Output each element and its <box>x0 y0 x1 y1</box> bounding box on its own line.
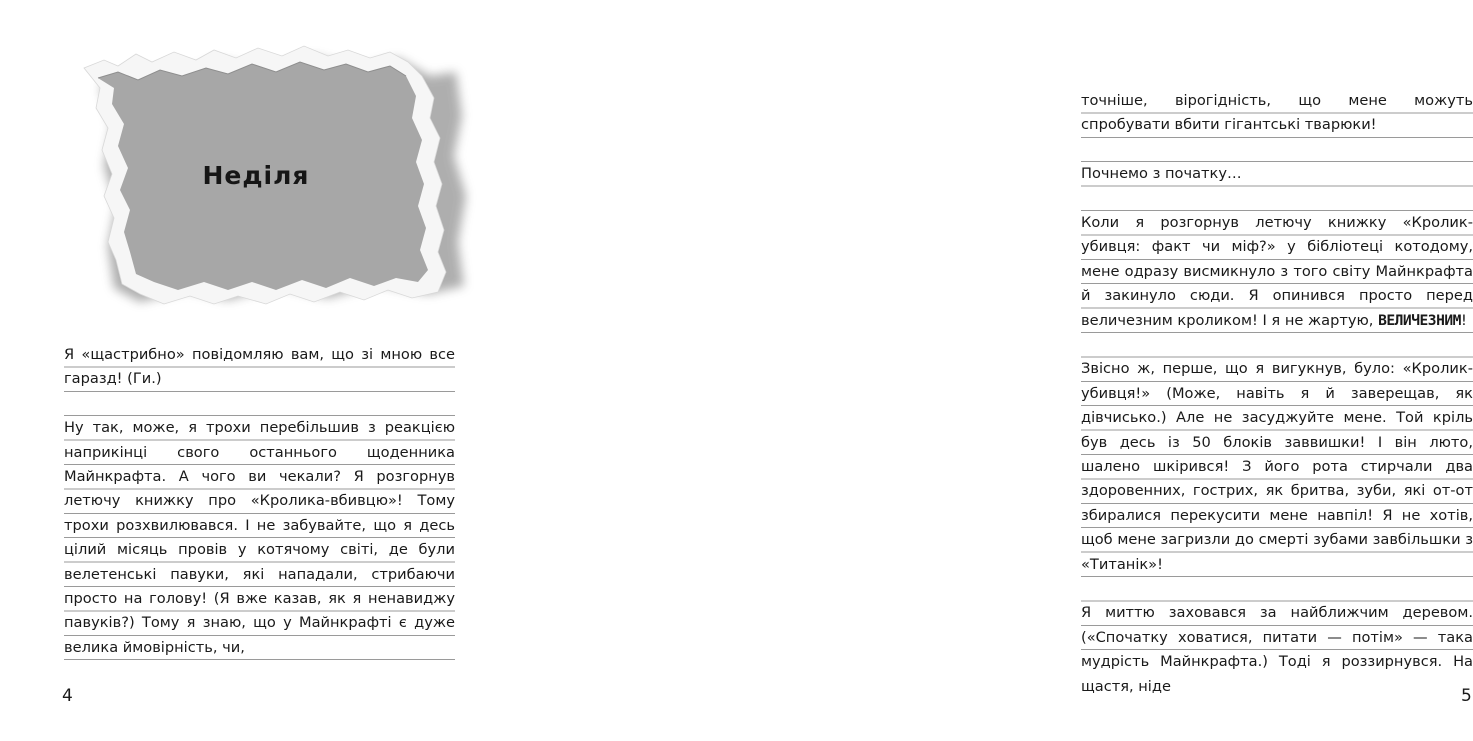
paragraph-gap <box>1081 187 1473 211</box>
paragraph-gap <box>64 392 455 416</box>
paragraph: Я миттю заховався за найближчим деревом. («Спочатку ховатися, питати — потім» — така мудрість Майнкрафта.) Тоді я роззирнувся. На щастя, ніде <box>1081 604 1473 695</box>
paragraph: точніше, вірогідність, що мене можуть спробувати вбити гігантські тварюки! <box>1081 92 1473 134</box>
right-page <box>512 0 1473 741</box>
right-page-text <box>1081 89 1473 695</box>
paragraph: Я «щастрибно» повідомляю вам, що зі мною все гаразд! (Ги.) <box>64 346 455 388</box>
left-page-text <box>64 343 455 661</box>
paragraph-text: ! <box>1460 311 1467 329</box>
paragraph <box>1081 211 1473 333</box>
paragraph-gap <box>1081 333 1473 357</box>
paragraph-text: Коли я розгорнув летючу книжку «Кролик-убивця: факт чи міф?» у бібліотеці котодому, мене одразу висмикнуло з того світу Майнкрафта й закинуло сюди. Я опинився просто перед величезним кроликом! І я не жартую, <box>1081 214 1473 329</box>
paragraph-gap <box>1081 577 1473 601</box>
chapter-title: Неділя <box>202 161 310 190</box>
left-page <box>0 0 512 741</box>
emphasized-word: ВЕЛИЧЕЗНИМ <box>1378 311 1461 329</box>
paragraph: Звісно ж, перше, що я вигукнув, було: «Кролик-убивця!» (Може, навіть я й заверещав, як дівчисько.) Але не засуджуйте мене. Той кріль був десь із 50 блоків заввишки! І він люто, шалено шкірився! З його рота стирчали два здоровенних, гострих, як бритва, зуби, які от-от збиралися перекусити мене навпіл! Я не хотів, щоб мене загризли до смерті зубами завбільшки з «Титанік»! <box>1081 360 1473 573</box>
page-number: 4 <box>62 686 73 706</box>
page-number: 5 <box>1461 686 1472 706</box>
paragraph-gap <box>1081 138 1473 162</box>
paragraph: Почнемо з початку… <box>1081 165 1242 183</box>
chapter-title-card <box>78 46 470 314</box>
paragraph: Ну так, може, я трохи перебільшив з реакцією наприкінці свого останнього щоденника Майнкрафта. А чого ви чекали? Я розгорнув летючу книжку про «Кролика-вбивцю»! Тому трохи розхвилювався. І не забувайте, що я десь цілий місяць провів у котячому світі, де були велетенські павуки, які нападали, стрибаючи просто на голову! (Я вже казав, як я ненавиджу павуків?) Тому я знаю, що у Майнкрафті є дуже велика ймовірність, чи, <box>64 419 455 656</box>
